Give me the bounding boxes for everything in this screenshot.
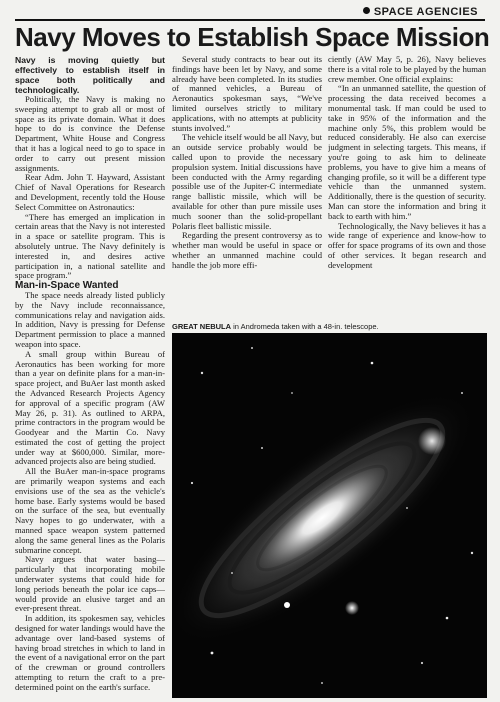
column-3	[328, 55, 486, 320]
bullet-icon	[363, 7, 370, 14]
header-rule	[15, 19, 485, 21]
nebula-photo	[172, 333, 487, 698]
paragraph: Politically, the Navy is making no sweeping attempt to grab all or most of space as its private domain. What it does hope to do is convince the Defense Department, White House and Congress that it has a logical need to go to space in order to carry out present mission assignments.	[15, 94, 165, 173]
paragraph: The space needs already listed publicly by the Navy include reconnaissance, communications relay and navigation aids. In addition, Navy is pressing for Defense Department permission to place a manned weapon into space.	[15, 289, 165, 349]
column-1	[15, 55, 165, 700]
subhead: Man-in-Space Wanted	[15, 280, 119, 292]
satellite-galaxy	[418, 427, 446, 455]
paragraph: Technologically, the Navy believes it has a wide range of experience and know-how to offer for space programs of its own and those of other services. It began research and development	[328, 220, 486, 270]
paragraph: Rear Adm. John T. Hayward, Assistant Chief of Naval Operations for Research and Development, recently told the House Select Committee on Astronautics:	[15, 172, 165, 212]
caption-title: GREAT NEBULA	[172, 322, 232, 331]
lead-paragraph: Navy is moving quietly but effectively to establish itself in space both politically and technologically.	[15, 55, 165, 95]
andromeda-galaxy-image	[172, 333, 487, 698]
paragraph: Several study contracts to bear out its findings have been let by Navy, and some already have been completed. In its studies of manned vehicles, a Bureau of Aeronautics spokesman says, “We've limited ourselves strictly to military applications, with no attempts at publicity stunts involved.”	[172, 55, 322, 133]
paragraph: The vehicle itself would be all Navy, but an outside service probably would be called upon to provide the necessary propulsion system. Initial discussions have been conducted with the Army regarding possible use of the Jupiter-C intermediate range ballistic missile, which will be available for other than pure missile uses much sooner than the solid-propellant Polaris fleet ballistic missile.	[172, 132, 322, 231]
column-2	[172, 55, 322, 320]
photo-caption	[172, 322, 487, 331]
section-label-text: SPACE AGENCIES	[373, 6, 478, 18]
companion-galaxy	[345, 601, 359, 615]
caption-text: in Andromeda taken with a 48-in. telescope.	[231, 322, 379, 331]
paragraph: All the BuAer man-in-space programs are primarily weapon systems and each envisions use of the sea as the vehicle's home base. Early systems would be based on the surface of the sea, but eventually Navy hopes to go underwater, with a manned space weapon system patterned along the same general lines as the Polaris submarine concept.	[15, 466, 165, 555]
paragraph: Navy argues that water basing—particularly that incorporating mobile underwater systems that could hide for long periods beneath the polar ice caps—would provide an elusive target and an ever-present threat.	[15, 554, 165, 614]
paragraph: “In an unmanned satellite, the question of processing the data received becomes a monumental task. If man could be used to take in 95% of the information and the machine only 5%, this problem would be reduced considerably. He also can exercise judgment in selecting targets. This means, if you're going to ask him to delineate problems, you have to give him a means of changing profile, so it will be a different type vehicle than the unmanned system. Additionally, there is the question of security. Man can store the information and bring it back to earth with him.”	[328, 83, 486, 221]
paragraph: “There has emerged an implication in certain areas that the Navy is not interested in a space or satellite program. This is absolutely untrue. The Navy definitely is interested in, and desires active participation in, a national satellite and space program.”	[15, 211, 165, 281]
paragraph: In addition, its spokesmen say, vehicles designed for water landings would have the advantage over land-based systems of having broad stretches in which to land in the event of a navigational error on the part of the crewman or ground controllers attempting to return the craft to a pre-determined point on the earth's surface.	[15, 613, 165, 692]
paragraph: A small group within Bureau of Aeronautics has been working for more than a year on definite plans for a man-in-space project, and BuAer last month asked the Advanced Research Projects Agency for approval of a specific program (AW May 26, p. 31). As outlined to ARPA, prime contractors in the program would be Goodyear and the Martin Co. Navy estimated the cost of getting the project under way at $600,000. Similar, more-advanced projects also are being studied.	[15, 348, 165, 467]
headline: Navy Moves to Establish Space Mission	[15, 22, 490, 52]
section-label	[363, 6, 478, 18]
paragraph: ciently (AW May 5, p. 26), Navy believes there is a vital role to be played by the human crew member. One official explains:	[328, 55, 486, 84]
paragraph: Regarding the present controversy as to whether man would be useful in space or whether an unmanned machine could handle the job more effi-	[172, 230, 322, 270]
